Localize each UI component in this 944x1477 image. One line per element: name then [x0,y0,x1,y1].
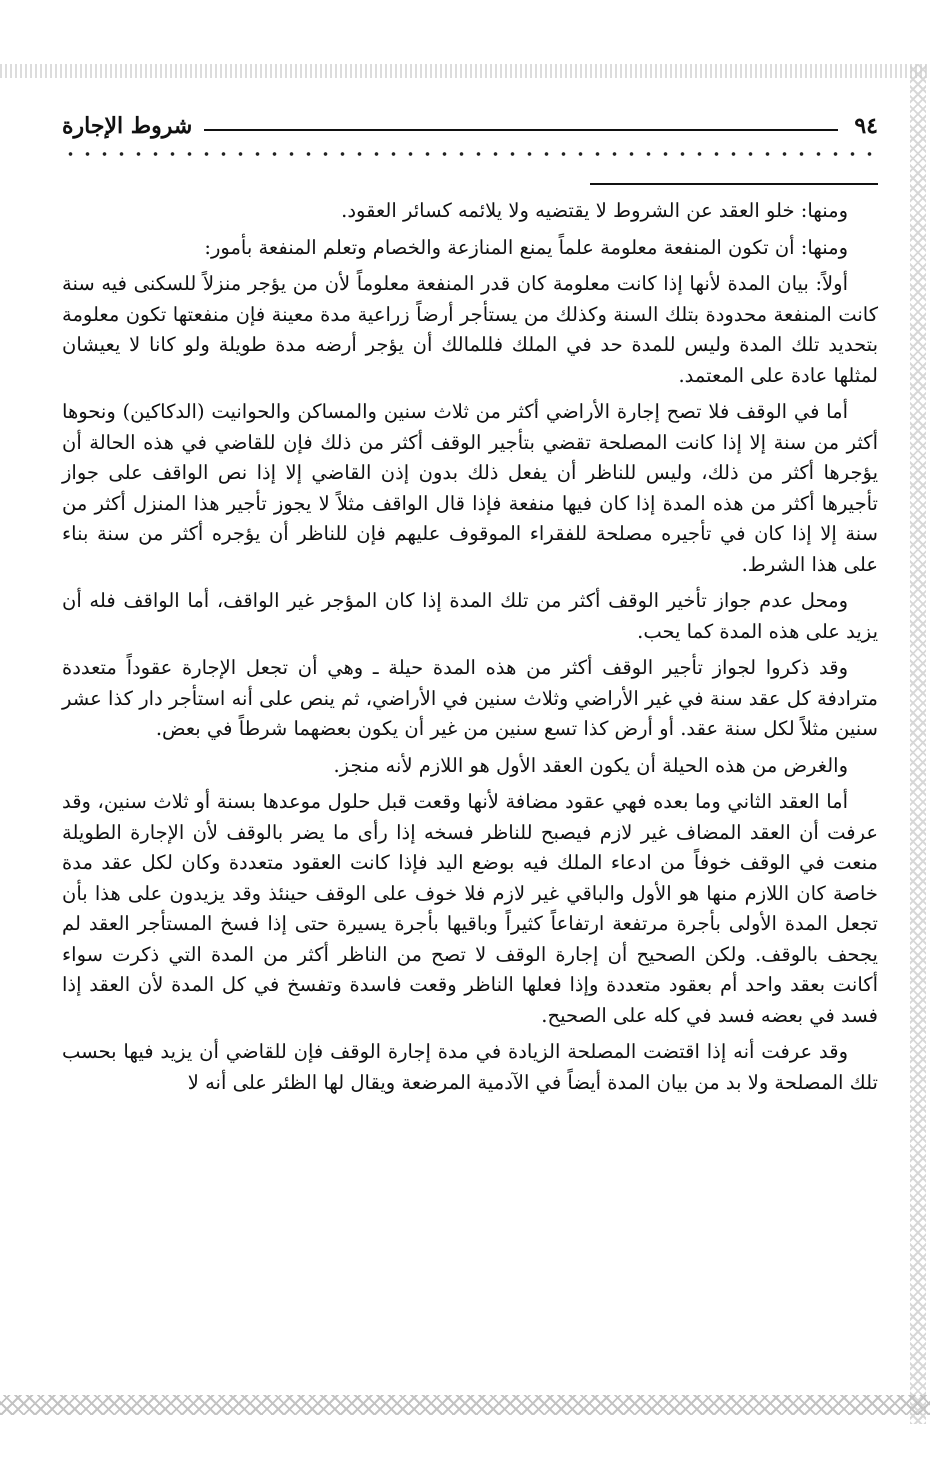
paragraph: أما العقد الثاني وما بعده فهي عقود مضافة لأنها وقعت قبل حلول موعدها بسنة أو ثلاث سنين، وقد عرفت أن العقد المضاف غير لازم فيصبح للناظر فسخه إذا رأى ما يضر بالوقف لأن الإجارة الطويلة منعت في الوقف خوفاً من ادعاء الملك فيه بوضع اليد فإذا كانت العقود متعددة وكان لكل عقد مدة خاصة كان اللازم منها هو الأول والباقي غير لازم فلا خوف على الوقف حينئذ وقد يزيدون على هذا بأن تجعل المدة الأولى بأجرة مرتفعة ارتفاعاً كثيراً وباقيها بأجرة يسيرة حتى إذا فسخ المستأجر العقد لم يجحف بالوقف. ولكن الصحيح أن إجارة الوقف لا تصح من الناظر أكثر من المدة التي ذكرت سواء أكانت بعقد واحد أم بعقود متعددة وإذا فعلها الناظر وقعت فاسدة وتفسخ في كل المدة لأن العقد إذا فسد في بعضه فسد في كله على الصحيح. [62,790,878,1027]
paragraph: أما في الوقف فلا تصح إجارة الأراضي أكثر من ثلاث سنين والمساكن والحوانيت (الدكاكين) ونحوها أكثر من سنة إلا إذا كانت المصلحة تقضي بتأجير الوقف أكثر من ذلك فإن للقاضي في هذه الحالة أن يؤجرها أكثر من ذلك، وليس للناظر أن يفعل ذلك بدون إذن القاضي إلا إذا نص الواقف على جواز تأجيرها أكثر من هذه المدة إذا كان فيها منفعة فإذا قال الواقف مثلاً لا يجوز تأجير هذا المنزل أكثر من سنة إلا إذا كان في تأجيره مصلحة للفقراء الموقوف عليهم فإن للناظر أن يؤجره أكثر من سنة بناء على هذا الشرط. [62,400,878,576]
page-body [62,196,878,1104]
bottom-ornamental-border [0,1395,930,1415]
running-title: شروط الإجارة [62,113,193,139]
paragraph: ومحل عدم جواز تأخير الوقف أكثر من تلك المدة إذا كان المؤجر غير الواقف، أما الواقف فله أن يزيد على هذه المدة كما يحب. [62,589,878,643]
top-ornamental-border [0,64,930,78]
paragraph: وقد عرفت أنه إذا اقتضت المصلحة الزيادة في مدة إجارة الوقف فإن للقاضي أن يزيد فيها بحسب تلك المصلحة ولا بد من بيان المدة أيضاً في الآدمية المرضعة ويقال لها الظئر على أنه لا [62,1040,878,1094]
paragraph: أولاً: بيان المدة لأنها إذا كانت معلومة كان قدر المنفعة معلوماً لأن من يؤجر منزلاً للسكنى فيه سنة كانت المنفعة محدودة بتلك السنة وكذلك من يستأجر أرضاً زراعية مدة معينة فإن منفعتها تكون معلومة بتحديد تلك المدة وليس للمدة حد في الملك فللمالك أن يؤجر أرضه مدة طويلة ولو كانا لا يعيشان لمثلها عادة على المعتمد. [62,272,878,387]
page-header [62,106,878,146]
header-rule [204,129,838,131]
right-ornamental-border [910,64,926,1424]
page-number: ٩٤ [854,113,878,139]
dotted-separator [62,150,878,158]
paragraph: ومنها: أن تكون المنفعة معلومة علماً يمنع المنازعة والخصام وتعلم المنفعة بأمور: [204,235,848,259]
paragraph: ومنها: خلو العقد عن الشروط لا يقتضيه ولا يلائمه كسائر العقود. [341,199,848,222]
section-rule [590,183,878,185]
paragraph: وقد ذكروا لجواز تأجير الوقف أكثر من هذه المدة حيلة ـ وهي أن تجعل الإجارة عقوداً متعددة مترادفة كل عقد سنة في غير الأراضي وثلاث سنين في الأراضي، ثم ينص على أنه استأجر دار كذا عشر سنين مثلاً لكل سنة عقد. أو أرض كذا تسع سنين من غير أن يكون بعضهما شرطاً في بعض. [62,656,878,740]
paragraph: والغرض من هذه الحيلة أن يكون العقد الأول هو اللازم لأنه منجز. [333,753,848,777]
